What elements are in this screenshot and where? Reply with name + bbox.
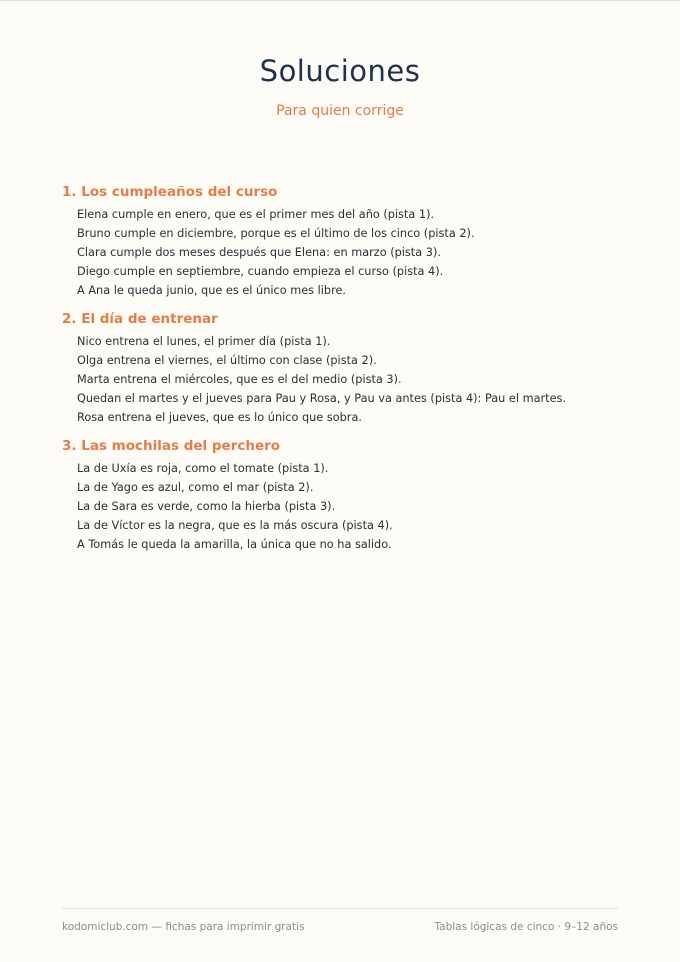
answer-line: Quedan el martes y el jueves para Pau y Rosa, y Pau va antes (pista 4): Pau el martes. [77,392,567,405]
footer-divider [62,908,618,909]
answer-line: Nico entrena el lunes, el primer día (pista 1). [77,335,331,348]
answer-line: Diego cumple en septiembre, cuando empieza el curso (pista 4). [77,265,444,278]
answer-list-cumpleanos [77,205,475,300]
section-heading-cumpleanos: 1. Los cumpleaños del curso [62,184,278,200]
section-heading-entrenar: 2. El día de entrenar [62,311,218,327]
page-subtitle: Para quien corrige [276,103,404,119]
answer-line: La de Sara es verde, como la hierba (pista 3). [77,500,336,513]
answer-line: Marta entrena el miércoles, que es el del medio (pista 3). [77,373,402,386]
footer-series-label: Tablas lógicas de cinco · 9–12 años [434,921,618,933]
answer-line: A Tomás le queda la amarilla, la única que no ha salido. [77,538,392,551]
answer-line: La de Uxía es roja, como el tomate (pista 1). [77,462,329,475]
answer-line: Bruno cumple en diciembre, porque es el último de los cinco (pista 2). [77,227,475,240]
answer-line: Elena cumple en enero, que es el primer mes del año (pista 1). [77,208,435,221]
answer-line: La de Yago es azul, como el mar (pista 2). [77,481,314,494]
footer-site-credit: kodomiclub.com — fichas para imprimir gratis [62,921,305,933]
answer-list-entrenar [77,332,566,427]
section-heading-mochilas: 3. Las mochilas del perchero [62,438,281,454]
top-divider [0,0,680,1]
answer-line: Clara cumple dos meses después que Elena: en marzo (pista 3). [77,246,441,259]
answer-line: A Ana le queda junio, que es el único mes libre. [77,284,347,297]
page-title: Soluciones [259,54,421,88]
answer-list-mochilas [77,459,393,554]
answer-line: La de Víctor es la negra, que es la más oscura (pista 4). [77,519,393,532]
answer-line: Olga entrena el viernes, el último con clase (pista 2). [77,354,377,367]
answer-line: Rosa entrena el jueves, que es lo único que sobra. [77,411,362,424]
